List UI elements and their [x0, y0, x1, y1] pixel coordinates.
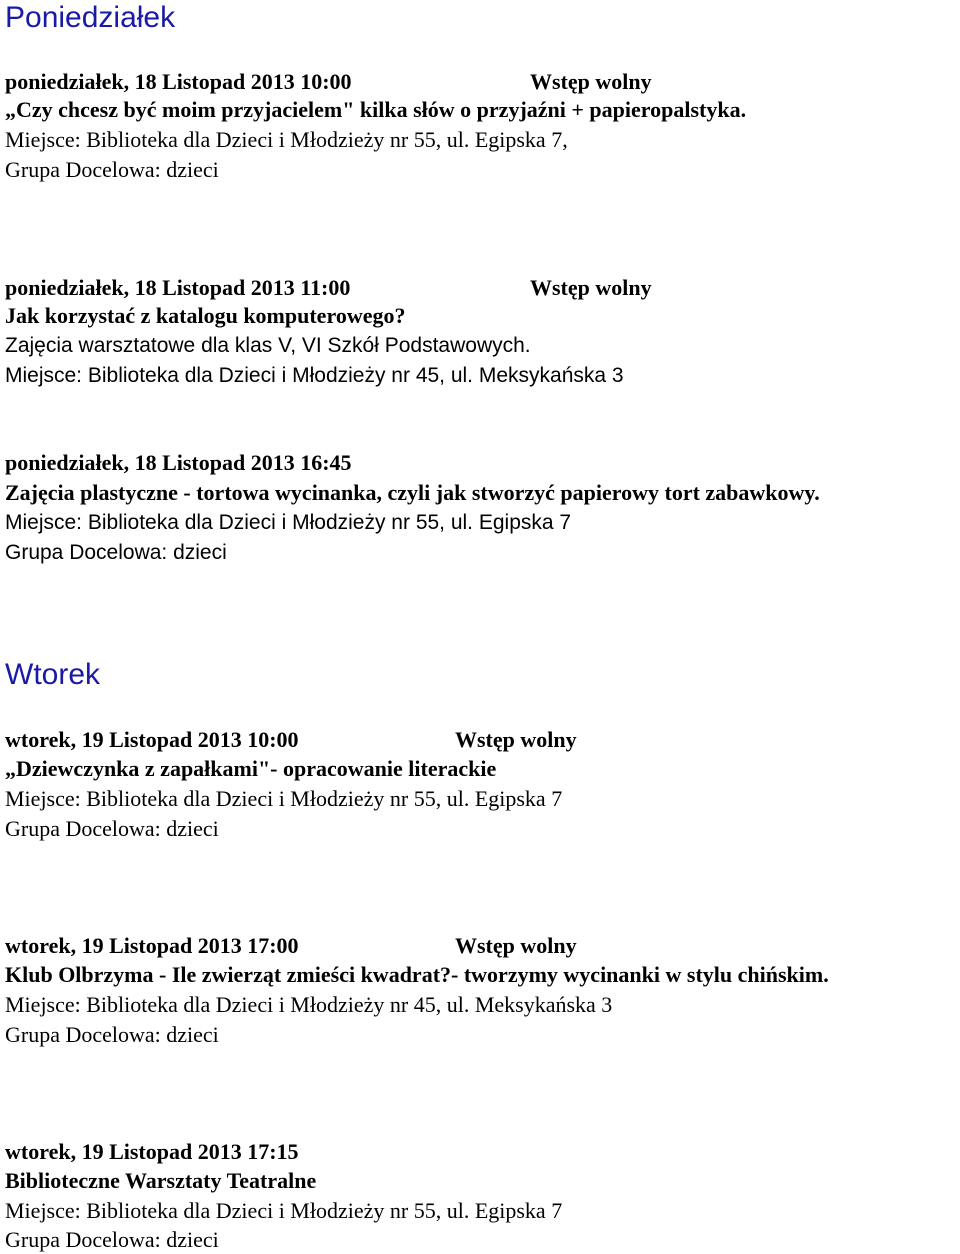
event-location: Miejsce: Biblioteka dla Dzieci i Młodzieży nr 55, ul. Egipska 7	[5, 1198, 563, 1223]
event-description: Zajęcia warsztatowe dla klas V, VI Szkół Podstawowych.	[5, 334, 531, 357]
event-meta	[5, 68, 652, 96]
event-title: Jak korzystać z katalogu komputerowego?	[5, 303, 406, 328]
event-title: Zajęcia plastyczne - tortowa wycinanka, czyli jak stworzyć papierowy tort zabawkowy.	[5, 480, 820, 505]
event-admission: Wstęp wolny	[455, 933, 577, 958]
day-heading-monday: Poniedziałek	[5, 1, 176, 34]
event-location: Miejsce: Biblioteka dla Dzieci i Młodzieży nr 55, ul. Egipska 7	[5, 511, 572, 534]
event-meta	[5, 274, 652, 302]
event-date: poniedziałek, 18 Listopad 2013 16:45	[5, 450, 352, 475]
event-title: „Czy chcesz być moim przyjacielem" kilka słów o przyjaźni + papieropalstyka.	[5, 97, 747, 122]
event-audience: Grupa Docelowa: dzieci	[5, 1227, 219, 1252]
event-date: wtorek, 19 Listopad 2013 17:00	[5, 933, 299, 958]
event-location: Miejsce: Biblioteka dla Dzieci i Młodzieży nr 55, ul. Egipska 7	[5, 786, 563, 811]
event-title: Biblioteczne Warsztaty Teatralne	[5, 1168, 317, 1193]
event-admission: Wstęp wolny	[530, 275, 652, 300]
event-audience: Grupa Docelowa: dzieci	[5, 1022, 219, 1047]
event-audience: Grupa Docelowa: dzieci	[5, 157, 219, 182]
event-audience: Grupa Docelowa: dzieci	[5, 816, 219, 841]
event-date: wtorek, 19 Listopad 2013 17:15	[5, 1139, 299, 1164]
event-location: Miejsce: Biblioteka dla Dzieci i Młodzieży nr 45, ul. Meksykańska 3	[5, 992, 613, 1017]
day-heading-tuesday: Wtorek	[5, 658, 101, 691]
event-meta	[5, 726, 577, 754]
event-title: „Dziewczynka z zapałkami"- opracowanie literackie	[5, 756, 497, 781]
event-meta	[5, 932, 577, 960]
event-title: Klub Olbrzyma - Ile zwierząt zmieści kwadrat?- tworzymy wycinanki w stylu chińskim.	[5, 962, 829, 987]
event-admission: Wstęp wolny	[455, 727, 577, 752]
event-location: Miejsce: Biblioteka dla Dzieci i Młodzieży nr 55, ul. Egipska 7,	[5, 127, 568, 152]
event-date: poniedziałek, 18 Listopad 2013 10:00	[5, 69, 352, 94]
event-admission: Wstęp wolny	[530, 69, 652, 94]
event-date: poniedziałek, 18 Listopad 2013 11:00	[5, 275, 351, 300]
event-location: Miejsce: Biblioteka dla Dzieci i Młodzieży nr 45, ul. Meksykańska 3	[5, 364, 624, 387]
event-date: wtorek, 19 Listopad 2013 10:00	[5, 727, 299, 752]
event-audience: Grupa Docelowa: dzieci	[5, 541, 227, 564]
